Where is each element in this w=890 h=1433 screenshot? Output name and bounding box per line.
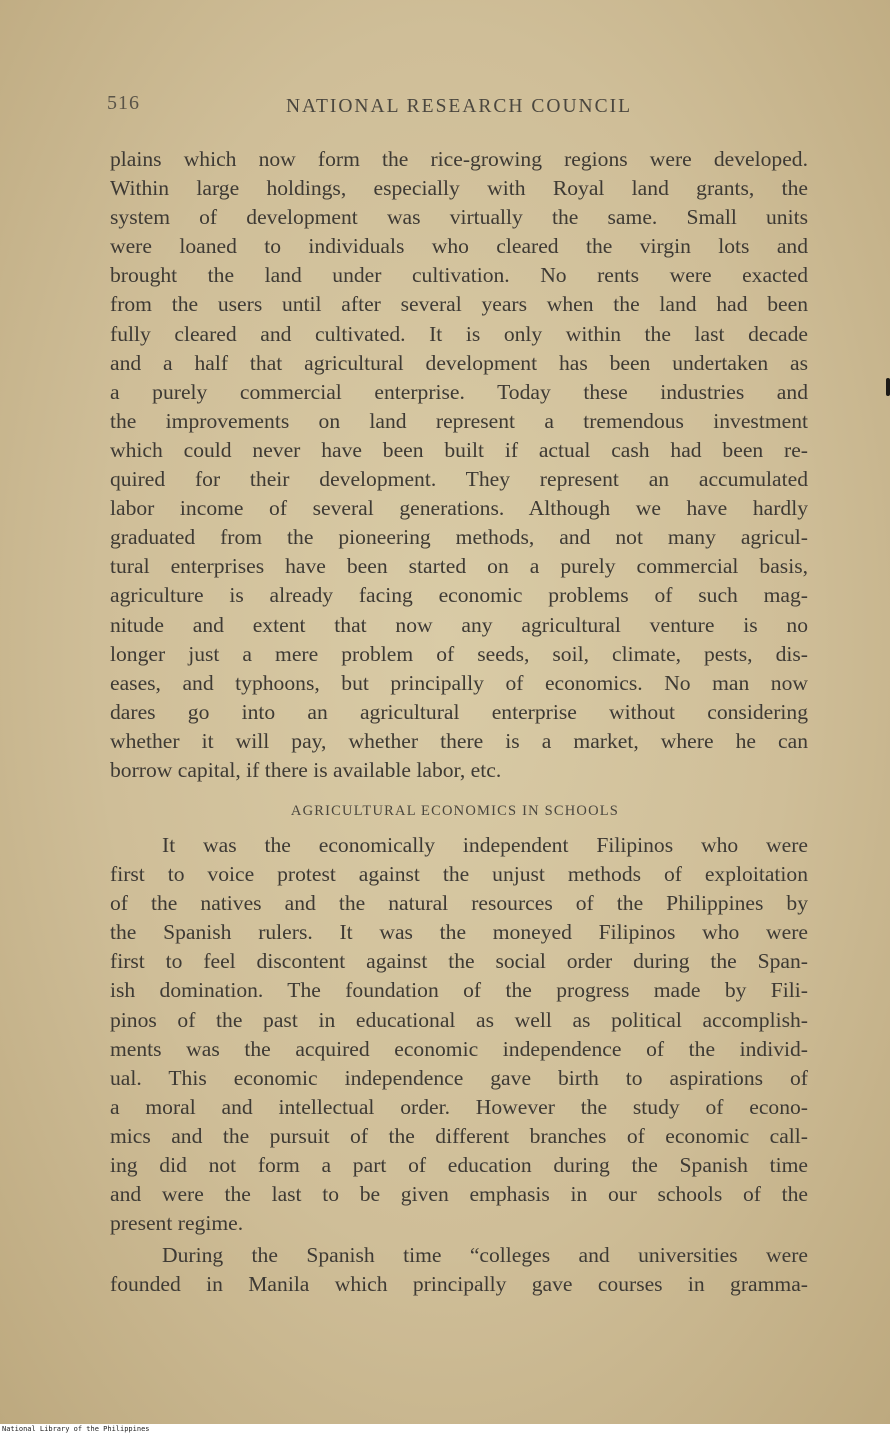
text-line: a moral and intellectual order. However the study of econo- bbox=[110, 1094, 808, 1119]
text-line: graduated from the pioneering methods, and not many agricul- bbox=[110, 525, 808, 550]
section-heading: AGRICULTURAL ECONOMICS IN SCHOOLS bbox=[290, 803, 620, 819]
paragraph-economic-independence bbox=[110, 831, 808, 1238]
text-line: a purely commercial enterprise. Today these industries and bbox=[110, 379, 808, 404]
text-line: ments was the acquired economic independence of the individ- bbox=[110, 1036, 808, 1061]
text-line: brought the land under cultivation. No rents were exacted bbox=[110, 263, 808, 288]
footer-credit: National Library of the Philippines bbox=[2, 1425, 150, 1433]
text-line: pinos of the past in educational as well as political accomplish- bbox=[110, 1007, 808, 1032]
text-line: borrow capital, if there is available labor, etc. bbox=[110, 757, 502, 782]
text-line: were loaned to individuals who cleared the virgin lots and bbox=[110, 234, 808, 259]
text-line: which could never have been built if actual cash had been re- bbox=[110, 437, 808, 462]
text-line: labor income of several generations. Although we have hardly bbox=[110, 496, 808, 521]
page-number: 516 bbox=[107, 92, 140, 114]
text-line: whether it will pay, whether there is a market, where he can bbox=[110, 728, 808, 753]
text-line: and were the last to be given emphasis in our schools of the bbox=[110, 1182, 808, 1207]
text-line: the improvements on land represent a tremendous investment bbox=[110, 408, 808, 433]
text-line: of the natives and the natural resources of the Philippines by bbox=[110, 891, 808, 916]
running-head: NATIONAL RESEARCH COUNCIL bbox=[285, 96, 633, 117]
text-line: agriculture is already facing economic problems of such mag- bbox=[110, 583, 808, 608]
text-line: longer just a mere problem of seeds, soil, climate, pests, dis- bbox=[110, 641, 808, 666]
text-line: It was the economically independent Filipinos who were bbox=[162, 833, 808, 857]
text-line: first to voice protest against the unjust methods of exploitation bbox=[110, 862, 808, 887]
text-line: eases, and typhoons, but principally of economics. No man now bbox=[110, 670, 808, 695]
text-line: dares go into an agricultural enterprise without considering bbox=[110, 699, 808, 724]
text-line: present regime. bbox=[110, 1211, 244, 1236]
text-line: system of development was virtually the same. Small units bbox=[110, 205, 808, 230]
paragraph-spanish-time bbox=[110, 1241, 808, 1299]
text-line: and a half that agricultural development has been undertaken as bbox=[110, 350, 808, 375]
text-line: ing did not form a part of education during the Spanish time bbox=[110, 1153, 808, 1178]
text-line: the Spanish rulers. It was the moneyed Filipinos who were bbox=[110, 920, 808, 945]
text-line: tural enterprises have been started on a purely commercial basis, bbox=[110, 554, 808, 579]
text-line: first to feel discontent against the social order during the Span- bbox=[110, 949, 808, 974]
text-line: ish domination. The foundation of the progress made by Fili- bbox=[110, 978, 808, 1003]
text-line: founded in Manila which principally gave courses in gramma- bbox=[110, 1272, 808, 1297]
text-line: from the users until after several years when the land had been bbox=[110, 292, 808, 317]
text-line: mics and the pursuit of the different branches of economic call- bbox=[110, 1123, 808, 1148]
text-line: quired for their development. They represent an accumulated bbox=[110, 467, 808, 492]
text-line: nitude and extent that now any agricultural venture is no bbox=[110, 612, 808, 637]
margin-mark bbox=[886, 378, 890, 396]
paragraph-continued bbox=[110, 145, 808, 785]
text-line: fully cleared and cultivated. It is only within the last decade bbox=[110, 321, 808, 346]
text-line: plains which now form the rice-growing regions were developed. bbox=[110, 147, 808, 171]
text-line: ual. This economic independence gave birth to aspirations of bbox=[110, 1065, 808, 1090]
text-line: During the Spanish time “colleges and universities were bbox=[162, 1243, 808, 1267]
text-line: Within large holdings, especially with Royal land grants, the bbox=[110, 176, 808, 201]
